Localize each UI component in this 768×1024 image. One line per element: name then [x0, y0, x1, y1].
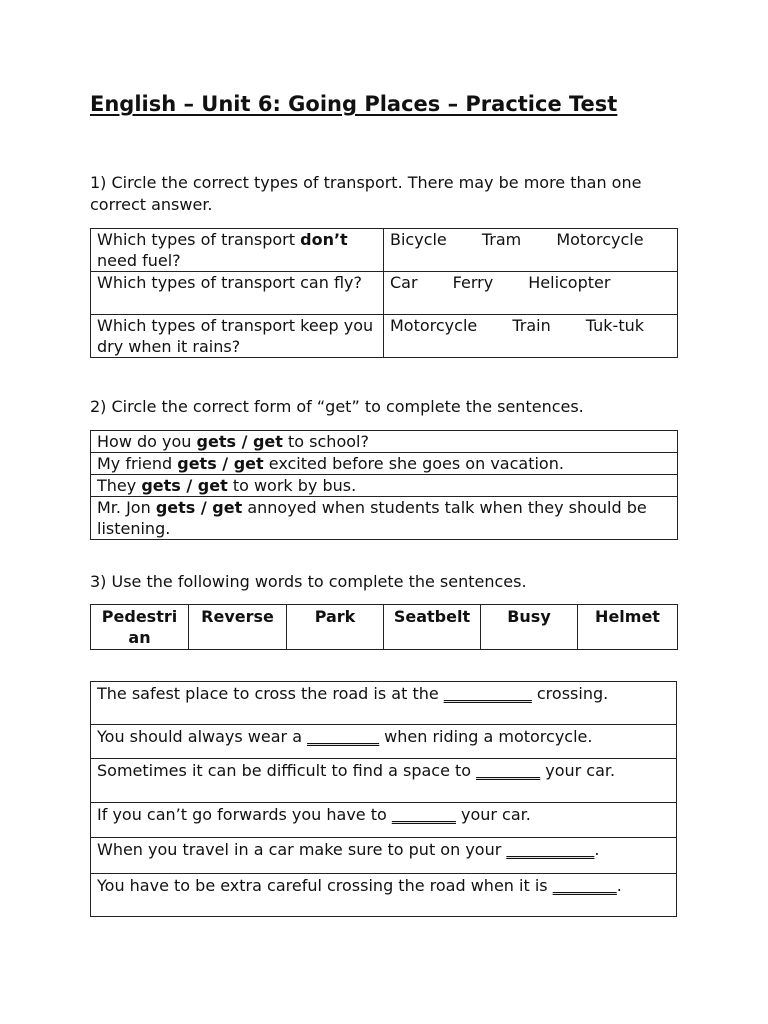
table-row — [91, 838, 677, 874]
answer-blank[interactable]: _________ — [307, 727, 380, 746]
word-busy: Busy — [481, 605, 578, 650]
sentence-cell[interactable]: The safest place to cross the road is at the ___________ crossing. — [91, 682, 677, 725]
answer-blank[interactable]: ___________ — [506, 840, 595, 859]
table-row — [91, 229, 678, 272]
section2-instruction: 2) Circle the correct form of “get” to complete the sentences. — [90, 397, 584, 416]
sentence-cell[interactable]: You should always wear a _________ when riding a motorcycle. — [91, 725, 677, 759]
answer-blank[interactable]: ________ — [552, 876, 617, 895]
word-seatbelt: Seatbelt — [384, 605, 481, 650]
table-row — [91, 475, 678, 497]
table-row — [91, 874, 677, 917]
word-helmet: Helmet — [578, 605, 678, 650]
sentence-cell[interactable]: You have to be extra careful crossing the road when it is ________. — [91, 874, 677, 917]
sentence-cell[interactable]: Mr. Jon gets / get annoyed when students talk when they should be listening. — [91, 497, 678, 540]
table-row — [91, 272, 678, 315]
options-cell[interactable]: Bicycle Tram Motorcycle — [384, 229, 678, 272]
table-row — [91, 803, 677, 838]
sentence-cell[interactable]: My friend gets / get excited before she goes on vacation. — [91, 453, 678, 475]
answer-blank[interactable]: ________ — [476, 761, 541, 780]
table-row — [91, 453, 678, 475]
sentence-table — [90, 681, 677, 917]
answer-blank[interactable]: ________ — [391, 805, 456, 824]
word-park: Park — [287, 605, 384, 650]
sentence-cell[interactable]: How do you gets / get to school? — [91, 431, 678, 453]
sentence-cell[interactable]: Sometimes it can be difficult to find a space to ________ your car. — [91, 759, 677, 803]
question-cell: Which types of transport don’t need fuel? — [91, 229, 384, 272]
word-pedestrian: Pedestri an — [91, 605, 189, 650]
word-bank-row — [91, 605, 678, 650]
table-row — [91, 497, 678, 540]
get-form-table — [90, 430, 678, 540]
answer-blank[interactable]: ___________ — [443, 684, 532, 703]
table-row — [91, 759, 677, 803]
table-row — [91, 315, 678, 358]
sentence-cell[interactable]: When you travel in a car make sure to put on your ___________. — [91, 838, 677, 874]
word-reverse: Reverse — [189, 605, 287, 650]
sentence-cell[interactable]: They gets / get to work by bus. — [91, 475, 678, 497]
word-bank — [90, 604, 678, 650]
table-row — [91, 725, 677, 759]
section3-instruction: 3) Use the following words to complete the sentences. — [90, 572, 527, 591]
transport-table — [90, 228, 678, 358]
page-title: English – Unit 6: Going Places – Practice Test — [90, 92, 618, 116]
table-row — [91, 431, 678, 453]
table-row — [91, 682, 677, 725]
question-cell: Which types of transport can fly? — [91, 272, 384, 315]
sentence-cell[interactable]: If you can’t go forwards you have to ________ your car. — [91, 803, 677, 838]
section1-instruction: 1) Circle the correct types of transport. There may be more than one correct answer. — [90, 173, 642, 214]
question-cell: Which types of transport keep you dry when it rains? — [91, 315, 384, 358]
options-cell[interactable]: Car Ferry Helicopter — [384, 272, 678, 315]
options-cell[interactable]: Motorcycle Train Tuk-tuk — [384, 315, 678, 358]
